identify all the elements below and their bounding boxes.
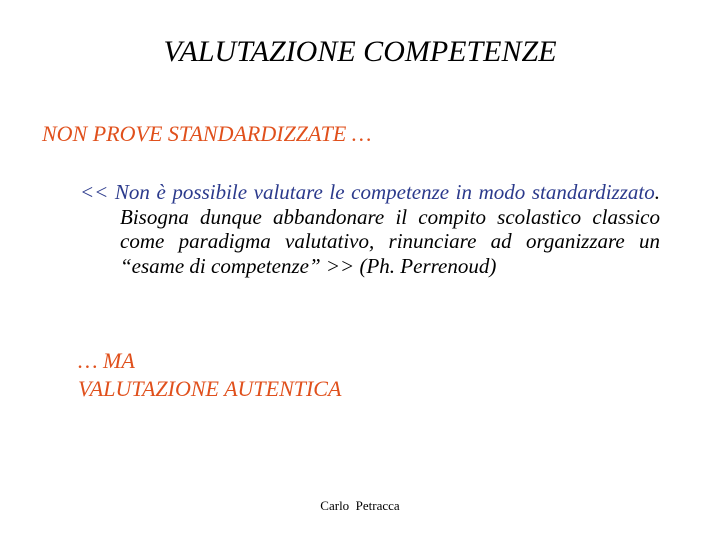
conclusion-line-1: … MA bbox=[78, 348, 135, 373]
quote-part-black: . Bisogna dunque abbandonare il compito scolastico classico come paradigma valutativo, rinunciare ad organizzare un “esame di competenze” >> (Ph. Perrenoud) bbox=[120, 180, 660, 278]
footer-author: Carlo Petracca bbox=[320, 498, 400, 513]
quote-part-blue: << Non è possibile valutare le competenze in modo standardizzato bbox=[80, 180, 655, 204]
conclusion-line-2: VALUTAZIONE AUTENTICA bbox=[78, 376, 342, 401]
subtitle: NON PROVE STANDARDIZZATE … bbox=[42, 121, 372, 146]
conclusion bbox=[78, 347, 341, 403]
slide-title: VALUTAZIONE COMPETENZE bbox=[163, 35, 557, 68]
quote-block bbox=[80, 180, 660, 278]
